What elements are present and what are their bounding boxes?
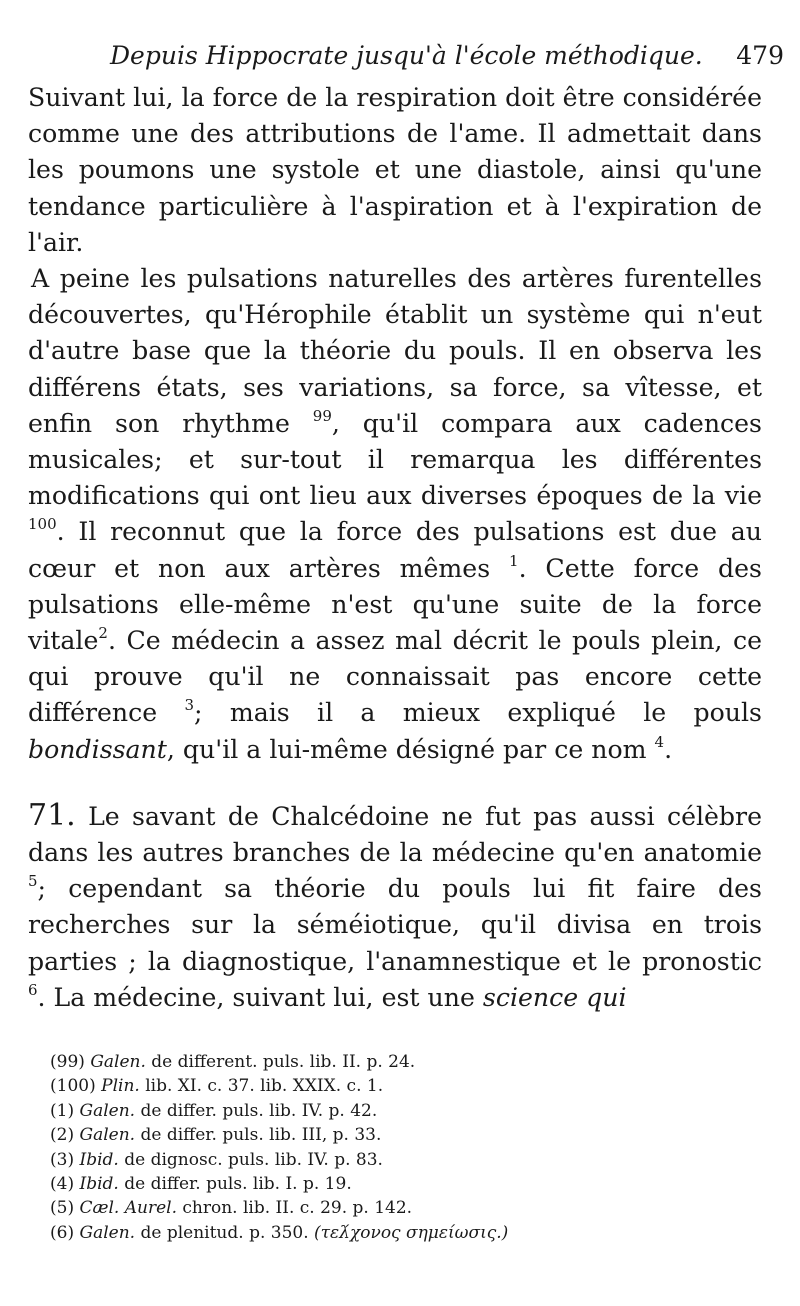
paragraph-3 bbox=[28, 798, 762, 1016]
footnote-ref-6: 6 bbox=[28, 980, 38, 999]
running-title: Depuis Hippocrate jusqu'à l'école méthodique. bbox=[110, 41, 703, 70]
footnotes bbox=[50, 1050, 670, 1245]
text-run: ; mais il a mieux expliqué le pouls bbox=[194, 698, 762, 728]
text-run: ; cependant sa théorie du pouls lui fit faire des recherches sur la séméiotique, qu'il divisa en trois parties ; la diagnostique, l'anamnestique et le pronostic bbox=[28, 874, 762, 976]
footnote bbox=[50, 1221, 670, 1245]
text-run: . Cette force des pulsations elle-même n'est qu'une suite de la force vitale bbox=[28, 553, 762, 656]
section-number: 71. bbox=[28, 797, 76, 833]
footnote-author: Galen. bbox=[79, 1222, 136, 1243]
footnote-text: de dignosc. puls. lib. IV. p. 83. bbox=[124, 1149, 383, 1170]
footnote-author: Ibid. bbox=[79, 1149, 119, 1170]
footnote-ref-100: 100 bbox=[28, 515, 57, 534]
footnote-mark: (5) bbox=[50, 1198, 75, 1219]
footnote-mark: (2) bbox=[50, 1125, 75, 1146]
footnote-ref-3: 3 bbox=[184, 696, 195, 715]
footnote-text: de plenitud. p. 350. bbox=[140, 1222, 309, 1243]
footnote bbox=[50, 1074, 670, 1098]
footnote-text: chron. lib. II. c. 29. p. 142. bbox=[182, 1198, 413, 1219]
footnote-author: Galen. bbox=[79, 1100, 136, 1121]
italic-phrase: science qui bbox=[482, 982, 627, 1012]
footnote-ref-1: 1 bbox=[509, 551, 519, 570]
footnote-ref-99: 99 bbox=[312, 406, 332, 425]
footnote-mark: (1) bbox=[50, 1100, 75, 1121]
footnote-mark: (3) bbox=[50, 1149, 75, 1170]
footnote-mark: (4) bbox=[50, 1174, 75, 1195]
footnote bbox=[50, 1099, 670, 1123]
footnote-author: Plin. bbox=[101, 1076, 140, 1097]
footnote-mark: (99) bbox=[50, 1052, 85, 1072]
footnote-author: Galen. bbox=[90, 1052, 146, 1072]
italic-word: bondissant bbox=[28, 734, 167, 764]
footnote-greek: (τελ́χονος σημείωσις.) bbox=[314, 1222, 509, 1243]
text-run: , qu'il a lui-même désigné par ce nom bbox=[166, 734, 647, 764]
footnote-ref-2: 2 bbox=[98, 624, 108, 643]
paragraph-1: Suivant lui, la force de la respiration doit être considérée comme une des attributions de l'ame. Il admettait dans les poumons une systole et une diastole, ainsi qu'une tendance particulière à l'aspiration et à l'expiration de l'air. bbox=[28, 83, 762, 257]
footnote-mark: (6) bbox=[50, 1222, 75, 1243]
footnote-text: lib. XI. c. 37. lib. XXIX. c. 1. bbox=[145, 1076, 384, 1097]
footnote-text: de differ. puls. lib. III, p. 33. bbox=[140, 1125, 382, 1146]
footnote bbox=[50, 1123, 670, 1147]
footnote-mark: (100) bbox=[50, 1076, 96, 1097]
text-run: , qu'il compara aux cadences musicales; et sur-tout il remarqua les différentes modifications qui ont lieu aux diverses époques de la vie bbox=[28, 408, 762, 511]
page-number: 479 bbox=[736, 41, 784, 70]
running-header bbox=[110, 38, 790, 74]
text-run: Le savant de Chalcédoine ne fut pas aussi célèbre dans les autres branches de la médecine qu'en anatomie bbox=[28, 801, 763, 868]
footnote-ref-5: 5 bbox=[28, 872, 38, 891]
footnote-text: de differ. puls. lib. IV. p. 42. bbox=[140, 1100, 378, 1121]
footnote-ref-4: 4 bbox=[654, 732, 665, 751]
text-run: . Il reconnut que la force des pulsations est due au cœur et non aux artères mêmes bbox=[28, 517, 762, 583]
footnote-author: Ibid. bbox=[79, 1174, 119, 1195]
footnote-author: Galen. bbox=[79, 1125, 136, 1146]
text-run: . La médecine, suivant lui, est une bbox=[37, 982, 475, 1012]
footnote bbox=[50, 1196, 670, 1220]
text-run: A peine les pulsations naturelles des artères furentelles découvertes, qu'Hérophile établit un système qui n'eut d'autre base que la théorie du pouls. Il en observa les différens états, ses variations, sa force, sa vîtesse, et enfin son rhythme bbox=[28, 264, 762, 438]
footnote bbox=[50, 1148, 670, 1172]
footnote-text: de different. puls. lib. II. p. 24. bbox=[151, 1052, 416, 1072]
text-run: . Ce médecin a assez mal décrit le pouls plein, ce qui prouve qu'il ne connaissait pas encore cette différence bbox=[28, 626, 762, 728]
footnote-text: de differ. puls. lib. I. p. 19. bbox=[124, 1174, 352, 1195]
footnote bbox=[50, 1172, 670, 1196]
main-text bbox=[28, 80, 762, 1016]
footnote-author: Cæl. Aurel. bbox=[79, 1198, 177, 1219]
footnote bbox=[50, 1050, 670, 1074]
paragraph-2 bbox=[28, 261, 762, 768]
text-run: . bbox=[664, 734, 673, 764]
